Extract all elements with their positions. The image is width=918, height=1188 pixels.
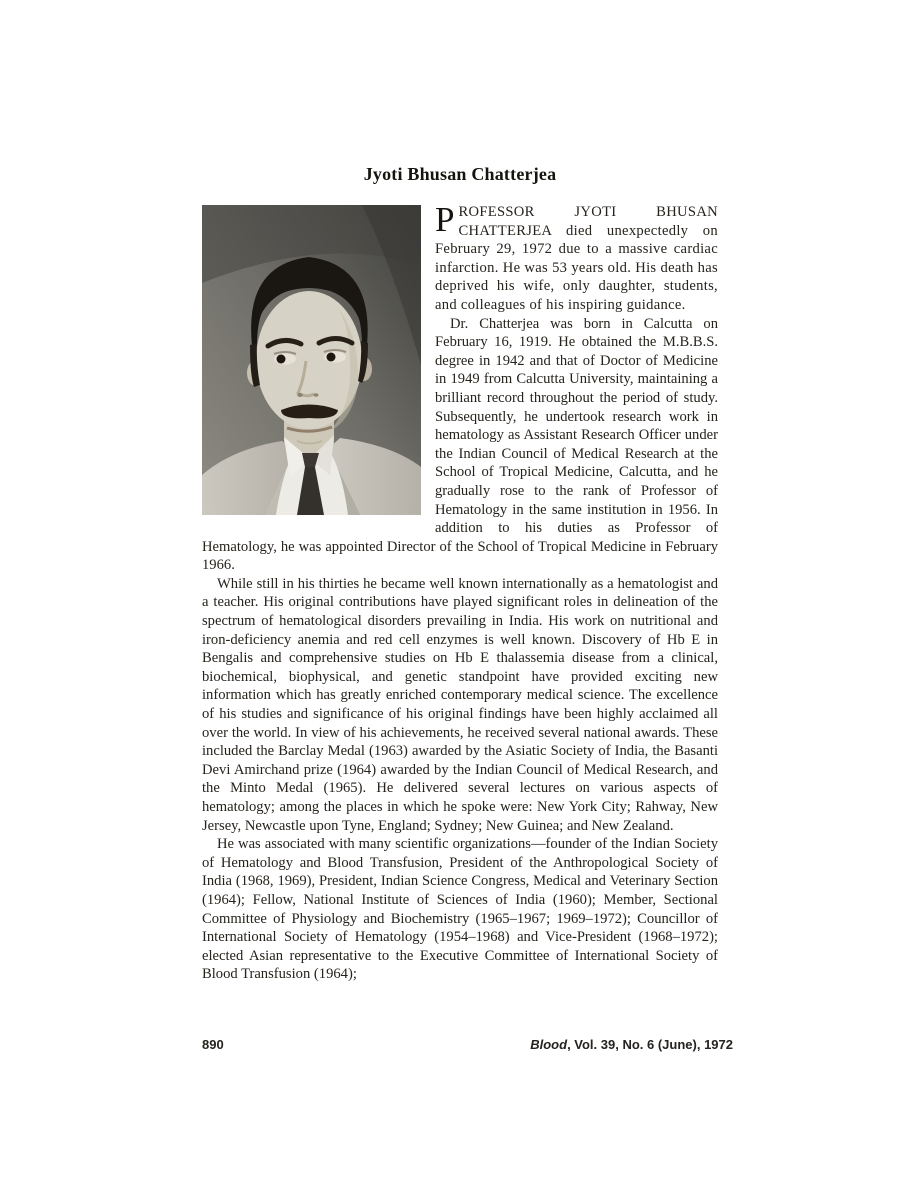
obituary-paragraph-3: While still in his thirties he became well known internationally as a hematologist and a teacher. His original contributions have played significant roles in delineation of the spectrum of hematological disorders prevailing in India. His work on nutritional and iron-deficiency anemia and red cell enzymes is well known. Discovery of Hb E in Bengalis and comprehensive studies on Hb E thalassemia disease from a clinical, biochemical, biophysical, and genetic standpoint have provided exciting new information which has greatly enriched contemporary medical science. The excellence of his studies and significance of his original findings have been highly acclaimed all over the world. In view of his achievements, he received several national awards. These included the Barclay Medal (1963) awarded by the Asiatic Society of India, the Basanti Devi Amirchand prize (1964) awarded by the Indian Council of Medical Research, and the Minto Medal (1965). He delivered several lectures on various aspects of hematology; among the places in which he spoke were: New York City; Rahway, New Jersey, Newcastle upon Tyne, England; Sydney; New Guinea; and New Zealand. bbox=[202, 575, 718, 834]
obituary-paragraph-2: Dr. Chatterjea was born in Calcutta on February 16, 1919. He obtained the M.B.B.S. degree in 1942 and that of Doctor of Medicine in 1949 from Calcutta University, maintaining a brilliant record throughout the period of study. Subsequently, he undertook research work in hematology as Assistant Research Officer under the Indian Council of Medical Research at the School of Tropical Medicine, Calcutta, and he gradually rose to the rank of Professor of Hematology in the same institution in 1956. In addition to his duties as Professor of Hematology, he was appointed Director of the School of Tropical Medicine in February 1966. bbox=[202, 315, 718, 574]
portrait-photo bbox=[202, 205, 421, 515]
page-footer bbox=[202, 1037, 733, 1052]
page-number: 890 bbox=[202, 1037, 224, 1052]
journal-citation bbox=[530, 1037, 733, 1052]
obituary-paragraph-1-text: ROFESSOR JYOTI BHUSAN CHATTERJEA died unexpectedly on February 29, 1972 due to a massive cardiac infarction. He was 53 years old. His death has deprived his wife, only daughter, students, and colleagues of his inspiring guidance. bbox=[435, 204, 718, 313]
journal-name: Blood bbox=[530, 1037, 568, 1052]
obituary-article bbox=[202, 200, 718, 984]
page-content bbox=[202, 163, 718, 984]
journal-citation-rest: , Vol. 39, No. 6 (June), 1972 bbox=[567, 1037, 733, 1052]
obituary-paragraph-4: He was associated with many scientific organizations—founder of the Indian Society of Hematology and Blood Transfusion, President of the Anthropological Society of India (1968, 1969), President, Indian Science Congress, Medical and Veterinary Section (1964); Fellow, National Institute of Sciences of India (1960); Member, Sectional Committee of Physiology and Biochemistry (1965–1967; 1969–1972); Councillor of International Society of Hematology (1954–1968) and Vice-President (1968–1972); elected Asian representative to the Executive Committee of International Society of Blood Transfusion (1964); bbox=[202, 836, 718, 983]
drop-cap: P bbox=[435, 200, 455, 239]
page-title: Jyoti Bhusan Chatterjea bbox=[363, 164, 557, 184]
portrait-photo-image bbox=[202, 205, 421, 515]
